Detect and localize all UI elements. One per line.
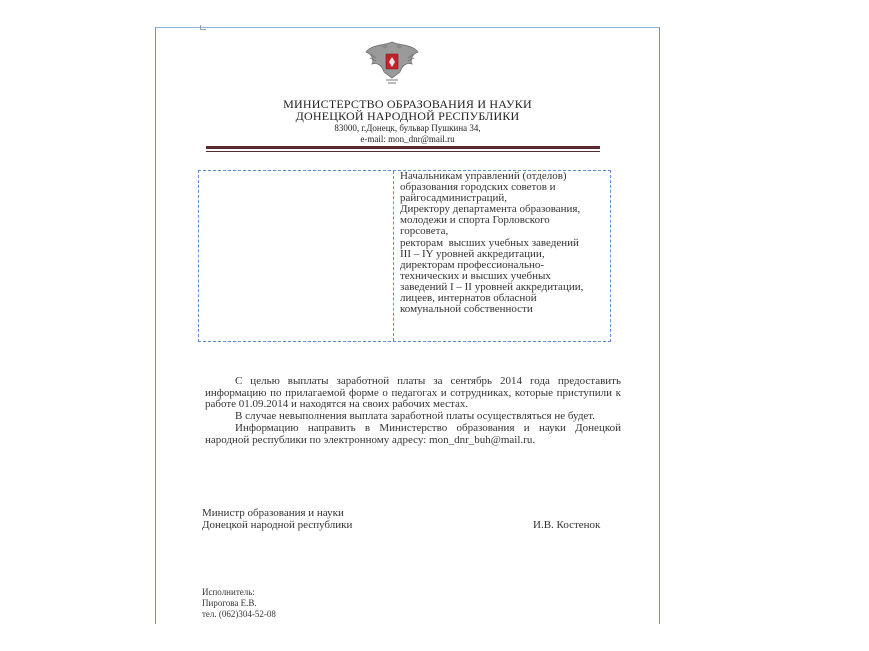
document-page — [155, 27, 660, 624]
body-paragraph-2: В случае невыполнения выплата заработной платы осуществляться не будет. — [235, 410, 596, 423]
coat-of-arms-icon — [364, 38, 420, 86]
signature-name: И.В. Костенок — [533, 519, 601, 531]
ministry-name-line1: МИНИСТЕРСТВО ОБРАЗОВАНИЯ И НАУКИ — [283, 97, 532, 111]
page-corner-mark — [200, 25, 206, 30]
executor-block — [202, 587, 276, 620]
executor-label: Исполнитель: — [202, 587, 255, 597]
header-divider-thin — [206, 151, 600, 152]
ministry-address: 83000, г.Донецк, бульвар Пушкина 34, — [334, 123, 481, 133]
addressee-table[interactable] — [198, 170, 611, 342]
signature-title-line2: Донецкой народной республики — [202, 519, 353, 531]
body-paragraph-1: С целью выплаты заработной платы за сентябрь 2014 года предоставить информацию по прилагаемой форме о педагогах и сотрудниках, которые приступили к работе 01.09.2014 и находятся на своих рабочих местах. — [205, 375, 621, 411]
signature-title — [202, 507, 352, 531]
letter-body — [205, 376, 621, 446]
ministry-name-line2: ДОНЕЦКОЙ НАРОДНОЙ РЕСПУБЛИКИ — [295, 109, 520, 123]
header-divider-thick — [206, 146, 600, 149]
body-paragraph-3: Информацию направить в Министерство образования и науки Донецкой народной республики по электронному адресу: mon_dnr_buh@mail.ru. — [205, 421, 621, 446]
executor-phone: тел. (062)304-52-08 — [202, 609, 276, 619]
table-column-divider — [393, 171, 394, 341]
signature-title-line1: Министр образования и науки — [202, 507, 344, 519]
ministry-email: e-mail: mon_dnr@mail.ru — [360, 134, 455, 144]
recipients-text: Начальникам управлений (отделов) образования городских советов и райгосадминистраций, Директору департамента образования, молодежи и спорта Горловского горсовета, ректорам высших учебных заведений III – IY уровней аккредитации, директорам профессионально- технических и высших учебных заведений I – II уровней аккредитации, лицеев, интернатов обласной комунальной собственности — [400, 170, 584, 316]
executor-name: Пирогова Е.В. — [202, 598, 257, 608]
